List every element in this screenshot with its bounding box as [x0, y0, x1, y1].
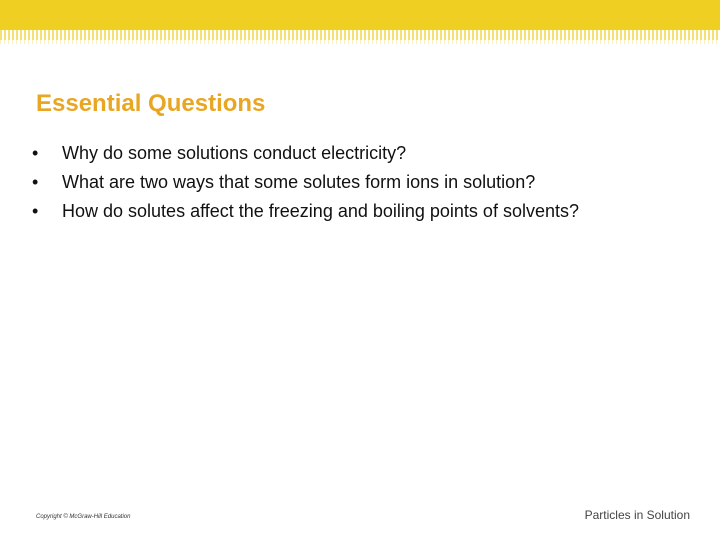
bullet-item [32, 197, 579, 226]
slide-title: Essential Questions [36, 90, 266, 117]
bullet-icon: • [32, 143, 39, 163]
bullet-icon: • [32, 172, 39, 192]
header-band-fade-light [0, 40, 720, 44]
footer-section-title: Particles in Solution [584, 508, 690, 522]
bullet-item [32, 139, 579, 168]
header-band-fade [0, 30, 720, 40]
copyright-notice: Copyright © McGraw-Hill Education [36, 514, 131, 520]
header-band [0, 0, 720, 30]
bullet-text: What are two ways that some solutes form ions in solution? [62, 172, 536, 192]
bullet-list [32, 139, 579, 226]
bullet-icon: • [32, 201, 39, 221]
bullet-text: Why do some solutions conduct electricity? [62, 143, 407, 163]
bullet-item [32, 168, 579, 197]
bullet-text: How do solutes affect the freezing and boiling points of solvents? [62, 201, 579, 221]
